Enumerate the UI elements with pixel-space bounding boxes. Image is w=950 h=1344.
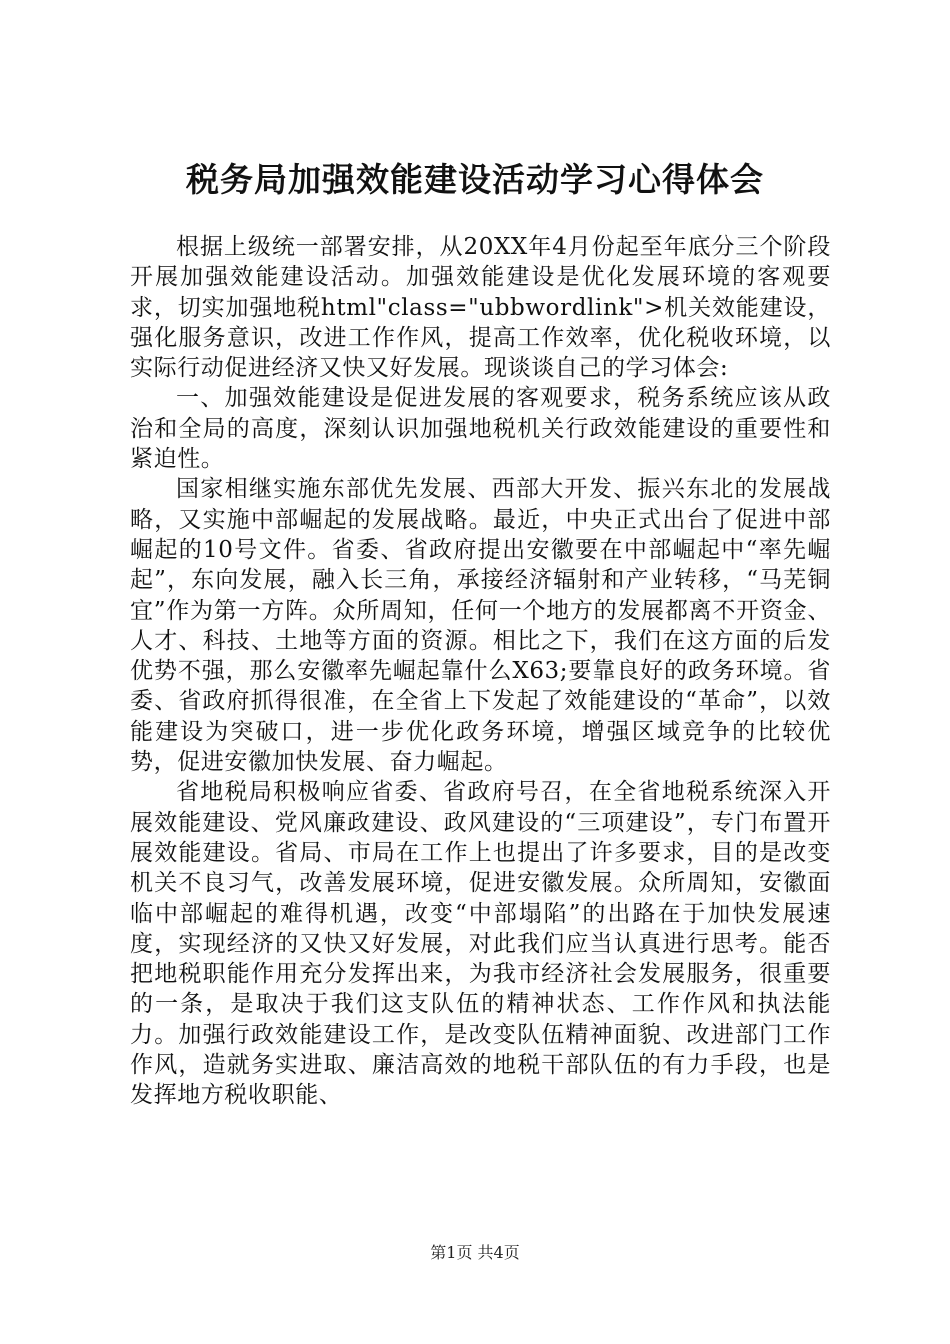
page-number-footer: 第1页 共4页 (430, 1243, 520, 1262)
paragraph: 国家相继实施东部优先发展、西部大开发、振兴东北的发展战略，又实施中部崛起的发展战略。最近，中央正式出台了促进中部崛起的10号文件。省委、省政府提出安徽要在中部崛起中“率先崛起”，东向发展，融入长三角，承接经济辐射和产业转移，“马芜铜宜”作为第一方阵。众所周知，任何一个地方的发展都离不开资金、人才、科技、土地等方面的资源。相比之下，我们在这方面的后发优势不强，那么安徽率先崛起靠什么X63;要靠良好的政务环境。省委、省政府抓得很准，在全省上下发起了效能建设的“革命”，以效能建设为突破口，进一步优化政务环境，增强区域竞争的比较优势，促进安徽加快发展、奋力崛起。 (130, 476, 831, 776)
paragraph: 根据上级统一部署安排，从20XX年4月份起至年底分三个阶段开展加强效能建设活动。加强效能建设是优化发展环境的客观要求，切实加强地税html"class="ubbwordlink">机关效能建设，强化服务意识，改进工作作风，提高工作效率，优化税收环境，以实际行动促进经济又快又好发展。现谈谈自己的学习体会: (130, 234, 831, 382)
paragraph: 省地税局积极响应省委、省政府号召，在全省地税系统深入开展效能建设、党风廉政建设、政风建设的“三项建设”，专门布置开展效能建设。省局、市局在工作上也提出了许多要求，目的是改变机关不良习气，改善发展环境，促进安徽发展。众所周知，安徽面临中部崛起的难得机遇，改变“中部塌陷”的出路在于加快发展速度，实现经济的又快又好发展，对此我们应当认真进行思考。能否把地税职能作用充分发挥出来，为我市经济社会发展服务，很重要的一条，是取决于我们这支队伍的精神状态、工作作风和执法能力。加强行政效能建设工作，是改变队伍精神面貌、改进部门工作作风，造就务实进取、廉洁高效的地税干部队伍的有力手段，也是发挥地方税收职能、 (130, 779, 831, 1109)
document-title: 税务局加强效能建设活动学习心得体会 (186, 160, 764, 199)
paragraph: 一、加强效能建设是促进发展的客观要求，税务系统应该从政治和全局的高度，深刻认识加强地税机关行政效能建设的重要性和紧迫性。 (130, 385, 831, 473)
document-body (130, 232, 831, 1111)
